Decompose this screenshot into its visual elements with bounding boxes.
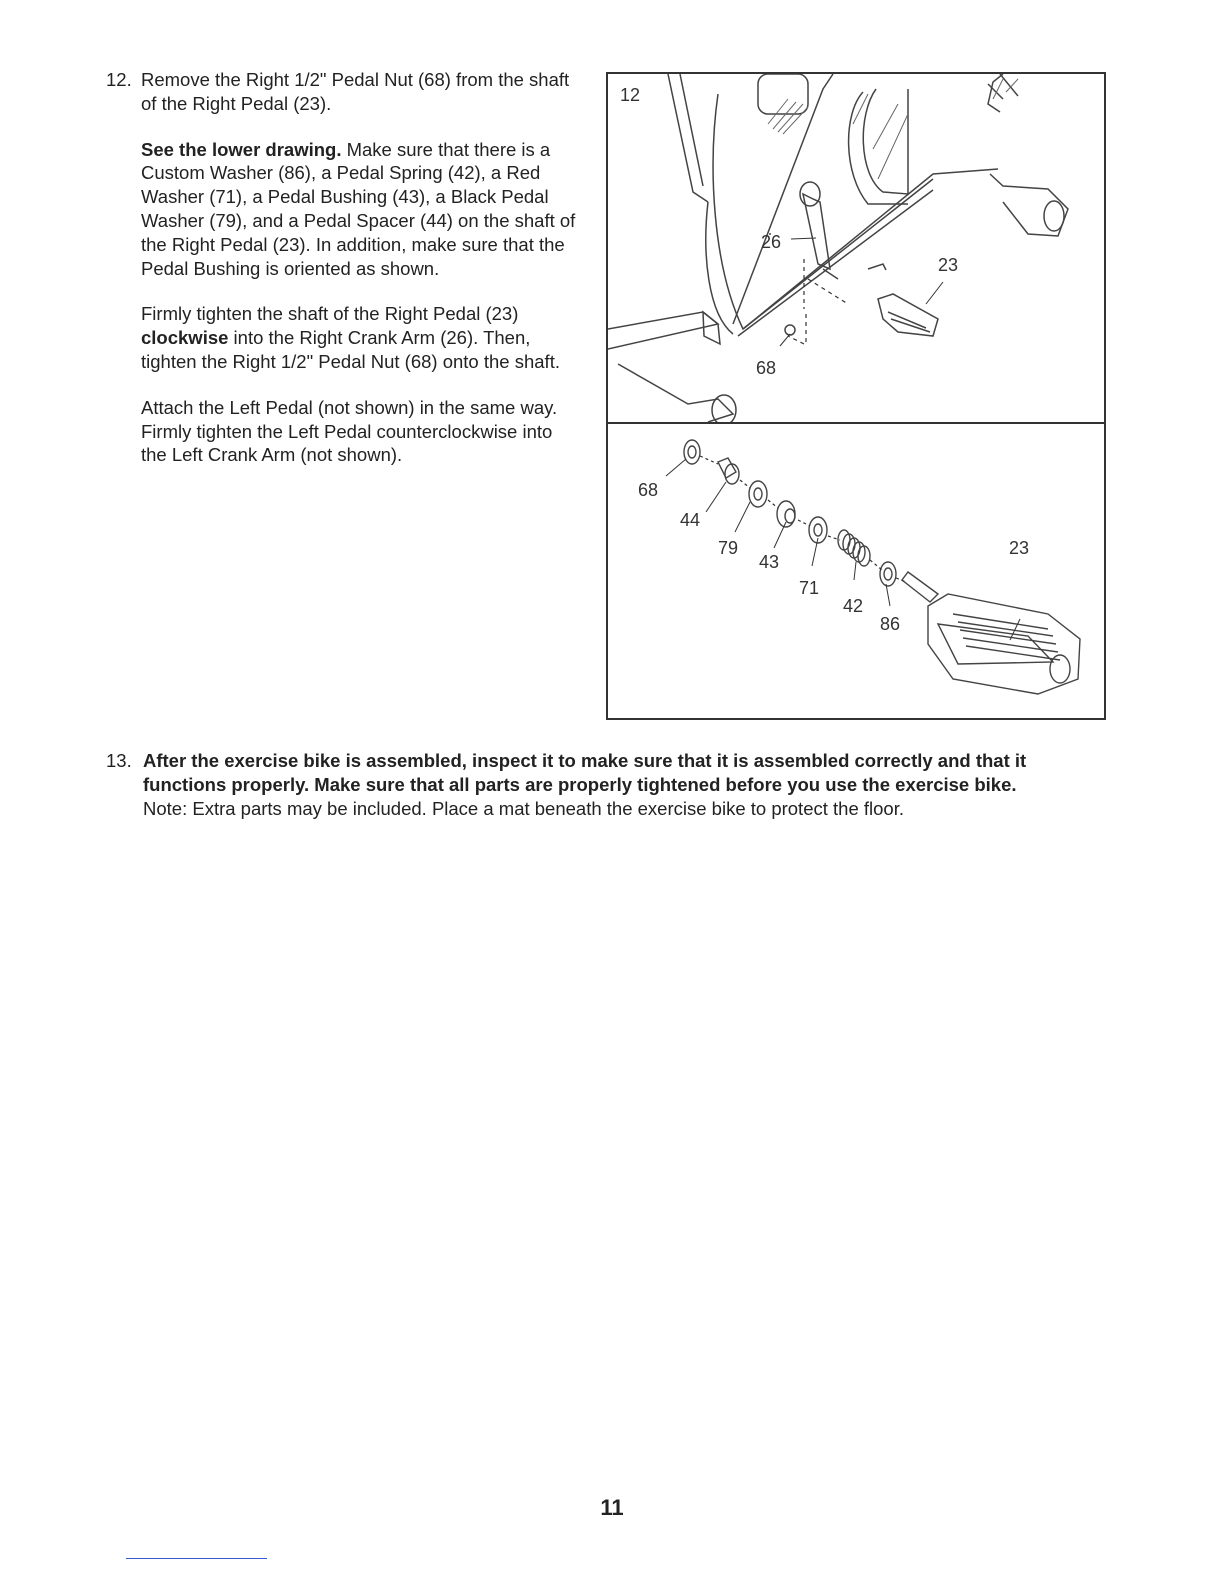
step-13 [106, 749, 1106, 820]
step-number: 12. [106, 69, 132, 90]
label-custom-washer-86: 86 [880, 614, 901, 634]
step-12-paragraph-3-pre: Firmly tighten the shaft of the Right Pedal (23) [141, 303, 519, 325]
label-pedal-23: 23 [938, 255, 959, 275]
step-12-paragraph-3 [141, 302, 576, 373]
bike-drawing [608, 74, 1104, 422]
assembly-figure [606, 72, 1106, 720]
pedal-exploded-view [608, 424, 1104, 718]
step-12 [106, 68, 576, 489]
label-bushing-43: 43 [759, 552, 780, 572]
step-12-paragraph-1: Remove the Right 1/2" Pedal Nut (68) from the shaft of the Right Pedal (23). [141, 69, 570, 114]
figure-step-label: 12 [620, 85, 641, 105]
label-nut-68: 68 [756, 358, 777, 378]
step-13-bold-text: After the exercise bike is assembled, inspect it to make sure that it is assembled correctly and that it functions properly. Make sure that all parts are properly tightened before you use the exercise bike. [143, 750, 1027, 795]
step-13-note: Note: Extra parts may be included. Place a mat beneath the exercise bike to protect the floor. [143, 797, 904, 819]
label-nut-68-exploded: 68 [638, 480, 659, 500]
label-spacer-44: 44 [680, 510, 701, 530]
label-black-washer-79: 79 [718, 538, 739, 558]
label-spring-42: 42 [843, 596, 864, 616]
step-number: 13. [106, 750, 132, 771]
label-crank-arm-26: 26 [761, 232, 782, 252]
step-12-paragraph-4: Attach the Left Pedal (not shown) in the same way. Firmly tighten the Left Pedal counterclockwise into the Left Crank Arm (not shown). [141, 396, 558, 466]
step-12-paragraph-2 [141, 138, 576, 281]
pedal-parts-panel [608, 424, 1104, 718]
label-pedal-23-exploded: 23 [1009, 538, 1030, 558]
bike-drawing-panel [608, 74, 1104, 424]
page-number: 11 [600, 1495, 624, 1520]
footer-rule [126, 1558, 267, 1559]
clockwise-label: clockwise [141, 327, 229, 349]
step-12-paragraph-3-rest: into the Right Crank Arm (26). Then, tighten the Right 1/2" Pedal Nut (68) onto the shaft. [141, 327, 560, 372]
step-12-paragraph-2-text: Make sure that there is a Custom Washer (86), a Pedal Spring (42), a Red Washer (71), a Pedal Bushing (43), a Black Pedal Washer (79), and a Pedal Spacer (44) on the shaft of the Right Pedal (23). In addition, make sure that the Pedal Bushing is oriented as shown. [141, 138, 576, 279]
see-lower-drawing-label: See the lower drawing. [141, 138, 342, 160]
label-red-washer-71: 71 [799, 578, 820, 598]
